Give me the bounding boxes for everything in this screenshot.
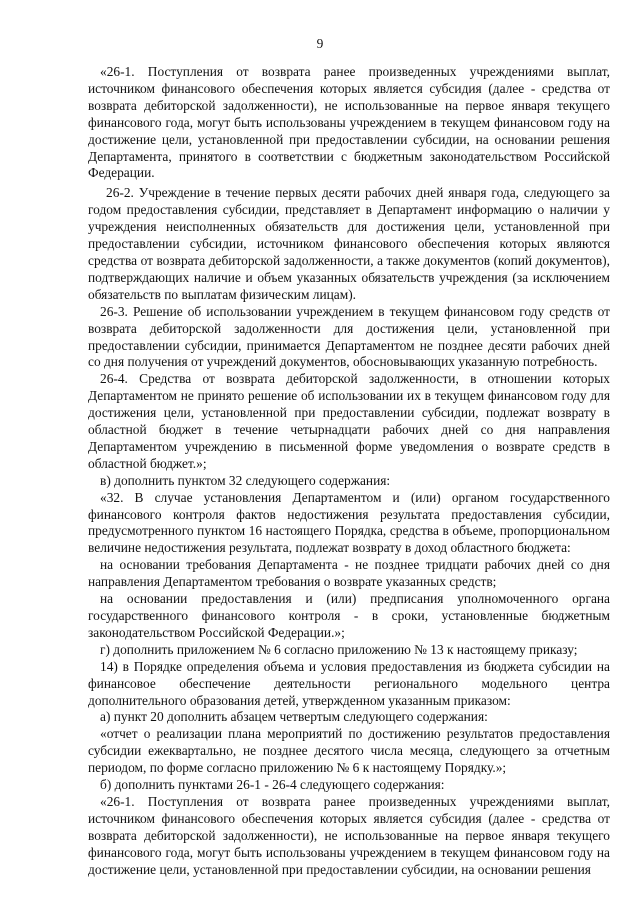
paragraph-26-4: 26-4. Средства от возврата дебиторской задолженности, в отношении которых Департаментом не принято решение об использовании их в текущем финансовом году для достижения цели, установленной при предоставлении субсидии, подлежат возврату в областной бюджет в течение четырнадцати рабочих дней со дня направления Департаментом учреждению в письменной форме уведомления о возврате средств в областной бюджет.»; [88, 371, 610, 471]
paragraph-26-3: 26-3. Решение об использовании учреждением в текущем финансовом году средств от возврата дебиторской задолженности для достижения цели, установленной при предоставлении субсидии, принимается Департаментом не позднее десяти рабочих дней со дня получения от учреждений документов, обосновывающих указанную потребность. [88, 303, 610, 370]
paragraph-26-1-repeat: «26-1. Поступления от возврата ранее произведенных учреждениями выплат, источником финансового обеспечения которых является субсидия (далее - средства от возврата дебиторской задолженности), не использованные на первое января текущего финансового года, могут быть использованы учреждением в текущем финансовом году на достижение цели, установленной при предоставлении субсидии, на основании решения [88, 793, 610, 877]
paragraph-item-b: б) дополнить пунктами 26-1 - 26-4 следующего содержания: [100, 777, 445, 793]
page-number: 9 [316, 36, 324, 51]
document-body [88, 64, 610, 879]
paragraph-item-14: 14) в Порядке определения объема и условия предоставления из бюджета субсидии на финансовое обеспечение деятельности регионального модельного центра дополнительного образования детей, утвержденном указанным приказом: [88, 658, 610, 708]
paragraph-item-g: г) дополнить приложением № 6 согласно приложению № 13 к настоящему приказу; [100, 641, 578, 657]
paragraph-department-requirement: на основании требования Департамента - не позднее тридцати рабочих дней со дня направления Департаментом требования о возврате указанных средств; [88, 557, 610, 590]
paragraph-item-a: а) пункт 20 дополнить абзацем четвертым следующего содержания: [100, 709, 488, 725]
paragraph-26-2: 26-2. Учреждение в течение первых десяти рабочих дней января года, следующего за годом предоставления субсидии, представляет в Департамент информацию о наличии у учреждения неисполненных обязательств для достижения цели, установленной при предоставлении субсидии, источником финансового обеспечения которых являются средства от возврата дебиторской задолженности, а также документов (копий документов), подтверждающих наличие и объем указанных обязательств учреждения (за исключением обязательств по выплатам физическим лицам). [88, 185, 610, 302]
paragraph-32: «32. В случае установления Департаментом и (или) органом государственного финансового контроля фактов недостижения результата предоставления субсидии, предусмотренного пунктом 16 настоящего Порядка, средства в объеме, пропорциональном величине недостижения результата, подлежат возврату в доход областного бюджета: [88, 489, 610, 556]
paragraph-report-quote: «отчет о реализации плана мероприятий по достижению результатов предоставления субсидии ежеквартально, не позднее десятого числа месяца, следующего за отчетным периодом, по форме согласно приложению № 6 к настоящему Порядку.»; [88, 726, 610, 776]
paragraph-item-v: в) дополнить пунктом 32 следующего содержания: [100, 472, 391, 488]
paragraph-control-order: на основании предоставления и (или) предписания уполномоченного органа государственного финансового контроля - в сроки, установленные бюджетным законодательством Российской Федерации.»; [88, 591, 610, 640]
paragraph-26-1: «26-1. Поступления от возврата ранее произведенных учреждениями выплат, источником финансового обеспечения которых является субсидия (далее - средства от возврата дебиторской задолженности), не использованные на первое января текущего финансового года, могут быть использованы учреждением в текущем финансовом году на достижение цели, установленной при предоставлении субсидии, на основании решения Департамента, принятого в соответствии с бюджетным законодательством Российской Федерации. [88, 64, 610, 181]
